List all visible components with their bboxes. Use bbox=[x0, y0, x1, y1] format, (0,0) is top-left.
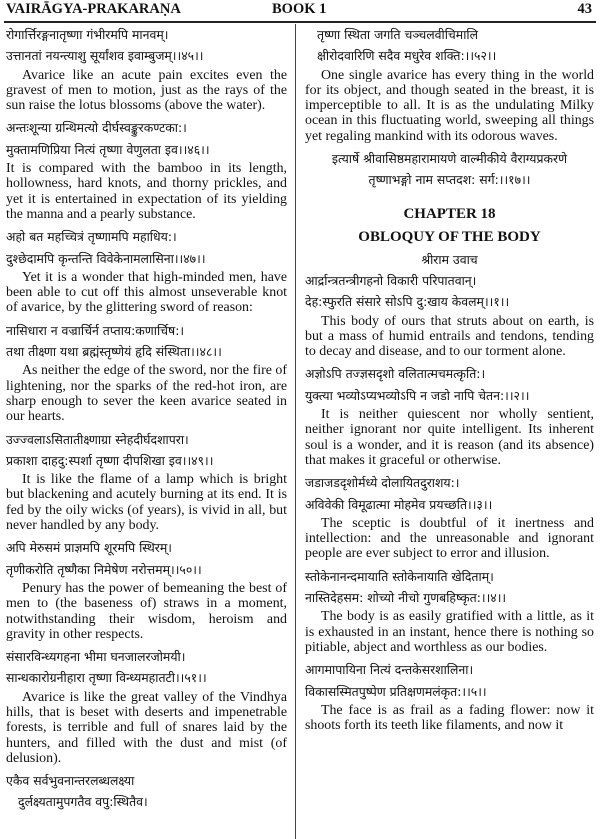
header-rule bbox=[4, 21, 596, 23]
sanskrit-verse-line: आगमापायिना नित्यं दन्तकेसरशालिना। bbox=[305, 662, 474, 678]
translation-paragraph bbox=[6, 68, 287, 114]
sanskrit-verse-line: अज्ञोऽपि तज्ज्ञसदृशो वलितात्मचमत्कृति:। bbox=[305, 366, 486, 382]
sanskrit-verse-line: युक्त्या भव्योऽप्यभव्योऽपि न जडो नापि चेतन:।।२।। bbox=[305, 387, 530, 403]
translation-text: The sceptic is doubtful of it inertness and intellection: and the unreasonable and ignorant people are ever subject to error and illusion. bbox=[305, 515, 594, 562]
translation-text: The body is as easily gratified with a little, as it is exhausted in an instant, hence there is nothing so pitiable, abject and worthless as our bodies. bbox=[305, 609, 594, 655]
translation-text: It is like the flame of a lamp which is bright but blackening and acutely burning at its end. It is fed by the oily wicks (of years), is vivid in all, but never handled by any body. bbox=[6, 472, 287, 534]
sanskrit-verse-line: देह:स्फुरति संसारे सोऽपि दु:खाय केवलम्।।१।। bbox=[305, 294, 510, 310]
right-column bbox=[305, 24, 594, 737]
column-divider bbox=[295, 24, 296, 839]
chapter-speaker: श्रीराम उवाच bbox=[421, 251, 478, 267]
sanskrit-verse-line: जडाजडदृशोर्मध्ये दोलायितदुराशय:। bbox=[305, 475, 460, 491]
sanskrit-verse-line: तृणीकरोति तृष्णैका निमेषेण नरोत्तमम्।।५०।। bbox=[6, 561, 202, 577]
sanskrit-verse-line: रोगार्त्तिरङ्गनातृष्णा गंभीरमपि मानवम्। bbox=[6, 27, 169, 42]
running-header-title: VAIRĀGYA-PRAKARAṆA bbox=[6, 1, 181, 17]
translation-text: It is neither quiescent nor wholly sentient, neither ignorant nor quite intelligent. Its inherent soul is a wonder, and it is reason (and its absence) that makes it graceful or otherwise. bbox=[305, 407, 594, 468]
sanskrit-verse-line: अविवेकी विमूढात्मा मोहमेव प्रयच्छति।।३।। bbox=[305, 496, 493, 512]
translation-text: This body of ours that struts about on earth, is but a mass of humid entrails and tendons, tending to decay and disease, and to our torment alone. bbox=[305, 313, 594, 360]
sanskrit-verse-line: प्रकाशा दाहदु:स्पर्शा तृष्णा दीपशिखा इव।।४९।। bbox=[6, 452, 214, 468]
translation-text: Penury has the power of bemeaning the best of men to (the baseness of) straws in a moment, notwithstanding their wisdom, heroism and gravity in other respects. bbox=[6, 580, 287, 642]
translation-paragraph bbox=[305, 68, 594, 144]
sanskrit-verse-line: इत्यार्षे श्रीवासिष्ठमहारामायणे वाल्मीकीये वैराग्यप्रकरणे bbox=[331, 151, 568, 167]
translation-paragraph bbox=[305, 407, 594, 468]
sanskrit-verse-line: अपि मेरुसमं प्राज्ञमपि शूरमपि स्थिरम्। bbox=[6, 540, 172, 556]
translation-paragraph bbox=[305, 516, 594, 562]
sanskrit-verse-line: मुक्तामणिप्रिया नित्यं तृष्णा वेणुलता इव।।४६।। bbox=[6, 141, 210, 157]
running-header bbox=[0, 0, 600, 20]
sanskrit-verse-line: तृष्णा स्थिता जगति चञ्चलवीचिमालि bbox=[317, 27, 479, 42]
chapter-title: OBLOQUY OF THE BODY bbox=[358, 228, 541, 245]
translation-text: One single avarice has every thing in the world for its object, and though seated in the breast, it is imperceptible to all. It is as the undulating Milky ocean in this fluctuating world, sweeping all things yet regaling mankind with its odorous waves. bbox=[305, 67, 594, 144]
sanskrit-verse-line: नास्तिदेहसम: शोच्यो नीचो गुणबहिष्कृत:।।४।। bbox=[305, 590, 507, 606]
translation-paragraph bbox=[6, 581, 287, 642]
right-column-top bbox=[305, 24, 594, 191]
sanskrit-verse-line: क्षीरोदवारिणि सदैव मधुरेव शक्ति:।।५२।। bbox=[317, 48, 497, 64]
sanskrit-verse-line: उत्तानतां नयन्त्याशु सूर्यांशव इवाम्बुजम्।।४५।। bbox=[6, 48, 204, 64]
translation-text: It is compared with the bamboo in its length, hollowness, hard knots, and thorny prickles, and yet it is entertained in expectation of its yielding the manna and a pearly substance. bbox=[6, 161, 287, 222]
sanskrit-verse-line: अन्तःशून्या ग्रन्थिमत्यो दीर्घस्वङ्कुरकण्टका:। bbox=[6, 120, 187, 136]
sanskrit-verse-line: एकैव सर्वभुवनान्तरलब्धलक्ष्या bbox=[6, 773, 135, 789]
translation-text: Avarice is like the great valley of the Vindhya hills, that is beset with deserts and impenetrable forests, is terrible and full of snares laid by the hunters, and filled with the dust and mist (of delusion). bbox=[6, 689, 287, 766]
translation-paragraph bbox=[6, 161, 287, 222]
translation-paragraph bbox=[305, 314, 594, 360]
translation-text: As neither the edge of the sword, nor the fire of lightening, nor the sparks of the red-hot iron, are sharp enough to sever the keen avarice seated in our hearts. bbox=[6, 363, 287, 425]
sanskrit-verse-line: दुश्छेदामपि कृन्तन्ति विवेकेनामलासिना।।४७।। bbox=[6, 250, 206, 266]
sanskrit-verse-line: सान्धकारोग्रनीहारा तृष्णा विन्ध्यमहातटी।।५१।। bbox=[6, 670, 207, 686]
sanskrit-verse-line: विकासस्मितपुष्पेण प्रतिक्षणमलंकृत:।।५।। bbox=[305, 683, 487, 699]
translation-paragraph bbox=[305, 609, 594, 655]
translation-paragraph bbox=[6, 363, 287, 424]
translation-text: Avarice like an acute pain excites even the gravest of men to motion, just as the rays of the sun raise the lotus blossoms (above the water). bbox=[6, 67, 287, 114]
sanskrit-verse-line: स्तोकेनानन्दमायाति स्तोकेनायाति खेदिताम्। bbox=[305, 568, 494, 584]
sanskrit-verse-line: आर्द्रान्त्रतन्त्रीगहनो विकारी परिपातवान्। bbox=[305, 272, 477, 288]
right-column-bottom bbox=[305, 270, 594, 733]
sanskrit-verse-line: तृष्णाभङ्गो नाम सप्तदश: सर्ग:।।१७।। bbox=[368, 172, 531, 188]
running-header-book: BOOK 1 bbox=[272, 1, 327, 17]
translation-text: Yet it is a wonder that high-minded men, have been able to cut off this almost unseverable knot of avarice, by the glittering sword of reason: bbox=[6, 269, 287, 316]
translation-paragraph bbox=[6, 270, 287, 316]
translation-paragraph bbox=[6, 690, 287, 766]
sanskrit-verse-line: संसारविन्ध्यगहना भीमा घनजालरजोमयी। bbox=[6, 649, 186, 665]
translation-paragraph bbox=[6, 472, 287, 533]
sanskrit-verse-line: तथा तीक्ष्णा यथा ब्रह्मंस्तृष्णेयं हृदि संस्थिता।।४८।। bbox=[6, 344, 222, 360]
sanskrit-verse-line: अहो बत महच्चित्रं तृष्णामपि महाधिय:। bbox=[6, 229, 177, 245]
translation-paragraph bbox=[305, 703, 594, 734]
translation-text: The face is as frail as a fading flower: now it shoots forth its teeth like filaments, and now it bbox=[305, 702, 594, 734]
sanskrit-verse-line: दुर्लक्ष्यतामुपगतैव वपु:स्थितैव। bbox=[18, 794, 148, 810]
sanskrit-verse-line: उज्ज्वलाऽसितातीक्ष्णाग्रा स्नेहदीर्घदशापरा। bbox=[6, 431, 189, 447]
sanskrit-verse-line: नासिधारा न वज्रार्चिर्न तप्ताय:कणार्चिष:। bbox=[6, 322, 185, 338]
page-number: 43 bbox=[577, 1, 592, 17]
left-column bbox=[6, 24, 287, 813]
chapter-number: CHAPTER 18 bbox=[403, 205, 496, 222]
